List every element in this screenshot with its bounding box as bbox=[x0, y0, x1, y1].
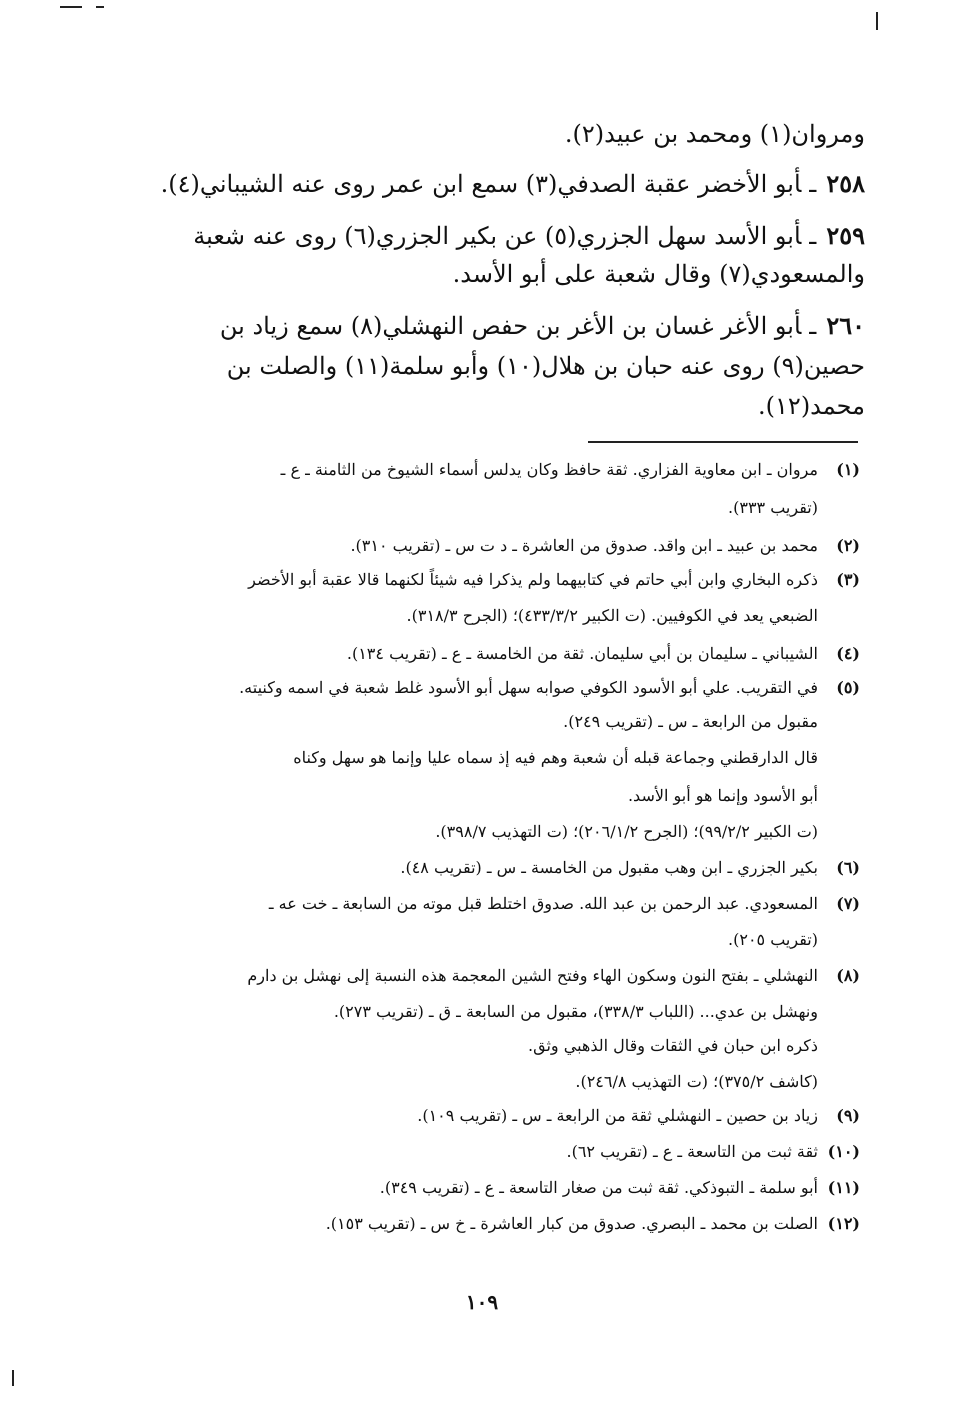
footnote-text: محمد بن عبيد ـ ابن واقد. صدوق من العاشرة ـ د ت س ـ (تقريب ٣١٠). bbox=[350, 536, 818, 555]
footnote-text: المسعودي. عبد الرحمن بن عبد الله. صدوق اختلط قبل موته من السابعة ـ خت عه ـ bbox=[268, 894, 818, 913]
footnote-4 bbox=[347, 644, 860, 664]
footnote-text: الضبعي يعد في الكوفيين. (ت الكبير ٤٣٣/٣/٢)؛ (الجرح ٣١٨/٣). bbox=[406, 606, 818, 625]
footnote-text: مروان ـ ابن معاوية الفزاري. ثقة حافظ وكان يدلس أسماء الشيوخ من الثامنة ـ ع ـ bbox=[280, 460, 818, 479]
footnote-number: (٦) bbox=[836, 858, 860, 877]
entry-260-cont-1 bbox=[227, 350, 865, 382]
footnote-8-cont-2 bbox=[528, 1036, 818, 1056]
footnote-1 bbox=[281, 460, 860, 480]
footnote-7 bbox=[269, 894, 860, 914]
footnote-8 bbox=[247, 966, 860, 986]
footnote-number: (١) bbox=[836, 460, 860, 479]
footnote-text: مقبول من الرابعة ـ س ـ (تقريب ٢٤٩). bbox=[563, 712, 818, 731]
scan-mark-left bbox=[12, 1370, 14, 1386]
footnote-9 bbox=[417, 1106, 860, 1126]
scan-mark-right bbox=[876, 12, 878, 30]
footnote-8-cont-3 bbox=[575, 1072, 818, 1092]
entry-text: محمد(١٢). bbox=[758, 392, 865, 420]
entry-text: أبو الأغر غسان بن الأغر بن حفص النهشلي(٨) سمع زياد بن bbox=[219, 312, 802, 340]
footnote-3-cont bbox=[407, 606, 818, 626]
footnote-text: الشيباني ـ سليمان بن أبي سليمان. ثقة من الخامسة ـ ع ـ (تقريب ١٣٤). bbox=[346, 644, 818, 663]
footnote-5-cont-4 bbox=[435, 822, 818, 842]
entry-number: ٢٦٠ bbox=[826, 311, 865, 340]
entry-260-cont-2 bbox=[758, 390, 865, 422]
footnote-number: (٨) bbox=[836, 966, 860, 985]
footnote-separator bbox=[588, 441, 858, 443]
page-number: ١٠٩ bbox=[465, 1290, 499, 1314]
footnote-text: ونهشل بن عدي... (اللباب ٣٣٨/٣)، مقبول من السابعة ـ ق ـ (تقريب ٢٧٣). bbox=[333, 1002, 818, 1021]
footnote-5 bbox=[239, 678, 860, 698]
footnote-6 bbox=[400, 858, 860, 878]
footnote-text: ذكره البخاري وابن أبي حاتم في كتابيهما ولم يذكرا فيه شيئاً لكنهما قالا عقبة أبو الأخضر bbox=[248, 570, 818, 589]
intro-text: ومروان(١) ومحمد بن عبيد(٢). bbox=[564, 120, 865, 148]
entry-text: أبو الأخضر عقبة الصدفي(٣) سمع ابن عمر روى عنه الشيباني(٤). bbox=[160, 170, 802, 198]
entry-259: ٢٥٩ـأبو الأسد سهل الجزري(٥) عن بكير الجزري(٦) روى عنه شعبة bbox=[193, 221, 865, 250]
footnote-10 bbox=[567, 1142, 861, 1162]
footnote-text: أبو سلمة ـ التبوذكي. ثقة ثبت من صغار التاسعة ـ ع ـ (تقريب ٣٤٩). bbox=[379, 1178, 818, 1197]
footnote-5-cont-3 bbox=[628, 786, 818, 806]
footnote-number: (١١) bbox=[827, 1178, 860, 1197]
footnote-text: (كاشف ٣٧٥/٢)؛ (ت التهذيب ٢٤٦/٨). bbox=[575, 1072, 818, 1091]
footnote-7-cont bbox=[728, 930, 818, 950]
footnote-text: الصلت بن محمد ـ البصري. صدوق من كبار العاشرة ـ خ س ـ (تقريب ١٥٣). bbox=[325, 1214, 818, 1233]
entry-text: أبو الأسد سهل الجزري(٥) عن بكير الجزري(٦) روى عنه شعبة bbox=[193, 222, 802, 250]
footnote-number: (٥) bbox=[836, 678, 860, 697]
entry-258: ٢٥٨ـأبو الأخضر عقبة الصدفي(٣) سمع ابن عمر روى عنه الشيباني(٤). bbox=[160, 169, 865, 198]
footnote-8-cont-1 bbox=[334, 1002, 818, 1022]
footnote-text: (ت الكبير ٩٩/٢/٢)؛ (الجرح ٢٠٦/١/٢)؛ (ت التهذيب ٣٩٨/٧). bbox=[435, 822, 818, 841]
entry-text: والمسعودي(٧) وقال شعبة على أبو الأسد. bbox=[452, 260, 865, 288]
footnote-3 bbox=[248, 570, 860, 590]
footnote-text: قال الدارقطني وجماعة قبله أن شعبة وهم فيه إذ سماه عليا وإنما هو سهل وكناه bbox=[293, 748, 818, 767]
footnote-text: ثقة ثبت من التاسعة ـ ع ـ (تقريب ٦٢). bbox=[566, 1142, 818, 1161]
entry-number: ٢٥٨ bbox=[826, 169, 865, 198]
footnote-number: (٢) bbox=[836, 536, 860, 555]
intro-line bbox=[565, 118, 865, 150]
footnote-text: في التقريب. علي أبو الأسود الكوفي صوابه سهل أبو الأسود غلط شعبة في اسمه وكنيته. bbox=[239, 678, 818, 697]
footnote-text: بكير الجزري ـ ابن وهب مقبول من الخامسة ـ س ـ (تقريب ٤٨). bbox=[400, 858, 818, 877]
footnote-5-cont-1 bbox=[563, 712, 818, 732]
entry-text: حصين(٩) روى عنه حبان بن هلال(١٠) وأبو سلمة(١١) والصلت بن bbox=[226, 352, 865, 380]
entry-260: ٢٦٠ـأبو الأغر غسان بن الأغر بن حفص النهشلي(٨) سمع زياد بن bbox=[219, 311, 865, 340]
footnote-text: (تقريب ٢٠٥). bbox=[728, 930, 818, 949]
entry-259-cont bbox=[453, 258, 865, 290]
footnote-11 bbox=[380, 1178, 860, 1198]
footnote-number: (٤) bbox=[836, 644, 860, 663]
footnote-number: (١٢) bbox=[827, 1214, 860, 1233]
footnote-text: (تقريب ٣٣٣). bbox=[728, 498, 818, 517]
footnote-2 bbox=[350, 536, 860, 556]
footnote-number: (١٠) bbox=[827, 1142, 860, 1161]
entry-number: ٢٥٩ bbox=[826, 221, 865, 250]
footnote-1-cont bbox=[728, 498, 818, 518]
footnote-text: النهشلي ـ بفتح النون وسكون الهاء وفتح الشين المعجمة هذه النسبة إلى نهشل بن دارم bbox=[247, 966, 818, 985]
footnote-number: (٣) bbox=[836, 570, 860, 589]
footnote-5-cont-2 bbox=[293, 748, 818, 768]
scan-mark-top-2 bbox=[96, 6, 104, 8]
scan-mark-top bbox=[60, 6, 82, 8]
footnote-text: أبو الأسود وإنما هو أبو الأسد. bbox=[627, 786, 818, 805]
footnote-text: ذكره ابن حبان في الثقات وقال الذهبي وثق. bbox=[528, 1036, 818, 1055]
footnote-12 bbox=[326, 1214, 860, 1234]
footnote-number: (٧) bbox=[836, 894, 860, 913]
footnote-text: زياد بن حصين ـ النهشلي ثقة من الرابعة ـ س ـ (تقريب ١٠٩). bbox=[417, 1106, 818, 1125]
footnote-number: (٩) bbox=[836, 1106, 860, 1125]
